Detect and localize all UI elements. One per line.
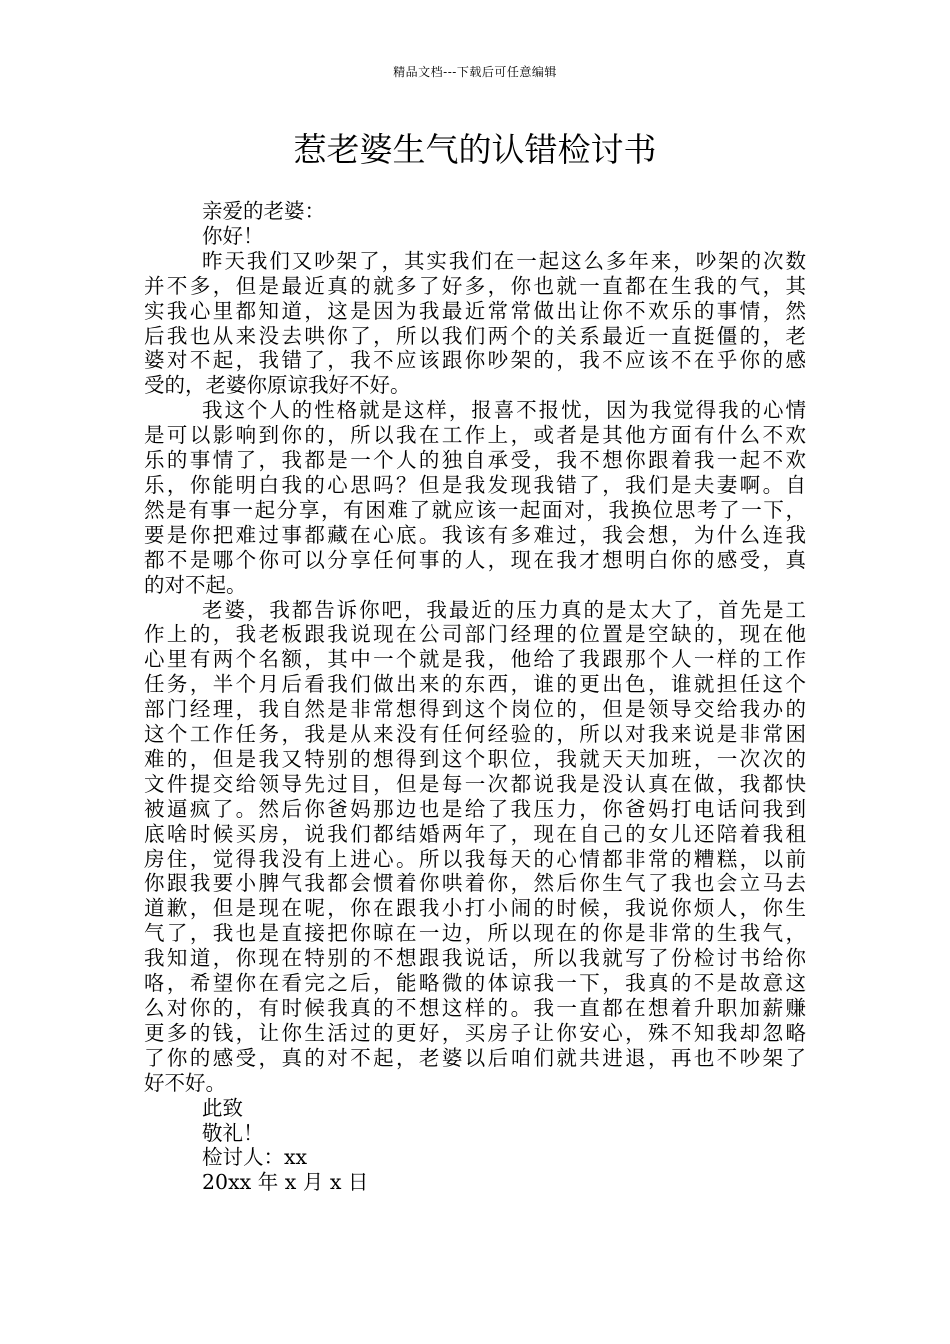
paragraph-2 (144, 398, 806, 597)
document-body (144, 199, 806, 1195)
paragraph-line: 是可以影响到你的，所以我在工作上，或者是其他方面有什么不欢 (144, 423, 806, 448)
paragraph-line: 么对你的，有时候我真的不想这样的。我一直都在想着升职加薪赚 (144, 996, 806, 1020)
paragraph-line: 被逼疯了。然后你爸妈那边也是给了我压力，你爸妈打电话问我到 (144, 796, 806, 821)
paragraph-line: 受的，老婆你原谅我好不好。 (144, 373, 411, 398)
paragraph-line: 道歉，但是现在呢，你在跟我小打小闹的时候，我说你烦人，你生 (144, 896, 806, 921)
paragraph-line: 这个工作任务，我是从来没有任何经验的，所以对我来说是非常困 (144, 722, 806, 747)
paragraph-line: 更多的钱，让你生活过的更好，买房子让你安心，殊不知我却忽略 (144, 1020, 806, 1045)
paragraph-line: 婆对不起，我错了，我不应该跟你吵架的，我不应该不在乎你的感 (144, 348, 806, 373)
paragraph-line: 部门经理，我自然是非常想得到这个岗位的，但是领导交给我办的 (144, 697, 806, 722)
header-note: 精品文档---下载后可任意编辑 (393, 65, 557, 79)
paragraph-line: 难的，但是我又特别的想得到这个职位，我就天天加班，一次次的 (144, 746, 806, 771)
greeting: 你好！ (202, 223, 264, 248)
paragraph-line: 你跟我要小脾气我都会惯着你哄着你，然后你生气了我也会立马去 (144, 871, 806, 896)
paragraph-line: 咯，希望你在看完之后，能略微的体谅我一下，我真的不是故意这 (144, 971, 806, 996)
paragraph-3 (144, 598, 806, 1096)
paragraph-line: 我知道，你现在特别的不想跟我说话，所以我就写了份检讨书给你 (144, 946, 806, 971)
paragraph-line: 我这个人的性格就是这样，报喜不报忧，因为我觉得我的心情 (202, 398, 806, 423)
signature: 检讨人：xx (202, 1145, 308, 1170)
paragraph-line: 任务，半个月后看我们做出来的东西，谁的更出色，谁就担任这个 (144, 672, 806, 697)
paragraph-line: 乐，你能明白我的心思吗？但是我发现我错了，我们是夫妻啊。自 (144, 472, 806, 497)
paragraph-line: 并不多，但是最近真的就多了好多，你也就一直都在生我的气，其 (144, 273, 806, 298)
paragraph-line: 昨天我们又吵架了，其实我们在一起这么多年来，吵架的次数 (202, 248, 806, 273)
paragraph-line: 都不是哪个你可以分享任何事的人，现在我才想明白你的感受，真 (144, 547, 806, 572)
paragraph-line: 乐的事情了，我都是一个人的独自承受，我不想你跟着我一起不欢 (144, 448, 806, 473)
paragraph-line: 作上的，我老板跟我说现在公司部门经理的位置是空缺的，现在他 (144, 622, 806, 647)
paragraph-line: 房住，觉得我没有上进心。所以我每天的心情都非常的糟糕，以前 (144, 846, 806, 871)
paragraph-line: 底啥时候买房，说我们都结婚两年了，现在自己的女儿还陪着我租 (144, 821, 806, 846)
paragraph-line: 心里有两个名额，其中一个就是我，他给了我跟那个人一样的工作 (144, 647, 806, 672)
paragraph-line: 老婆，我都告诉你吧，我最近的压力真的是太大了，首先是工 (202, 597, 806, 622)
date: 20xx 年 x 月 x 日 (202, 1170, 369, 1195)
salutation: 亲爱的老婆： (202, 199, 325, 223)
paragraph-line: 实我心里都知道，这是因为我最近常常做出让你不欢乐的事情，然 (144, 298, 806, 323)
document-title: 惹老婆生气的认错检讨书 (293, 130, 657, 169)
paragraph-1 (144, 249, 806, 398)
paragraph-line: 然是有事一起分享，有困难了就应该一起面对，我换位思考了一下， (144, 497, 806, 522)
paragraph-line: 文件提交给领导先过目，但是每一次都说我是没认真在做，我都快 (144, 771, 806, 796)
paragraph-line: 气了，我也是直接把你晾在一边，所以现在的你是非常的生我气， (144, 921, 806, 946)
closing-regards: 此致 (202, 1095, 243, 1120)
paragraph-line: 了你的感受，真的对不起，老婆以后咱们就共进退，再也不吵架了 (144, 1045, 806, 1070)
paragraph-line: 好不好。 (144, 1070, 226, 1095)
paragraph-line: 的对不起。 (144, 572, 247, 597)
paragraph-line: 要是你把难过事都藏在心底。我该有多难过，我会想，为什么连我 (144, 522, 806, 547)
closing-salute: 敬礼！ (202, 1120, 264, 1145)
paragraph-line: 后我也从来没去哄你了，所以我们两个的关系最近一直挺僵的，老 (144, 323, 806, 348)
